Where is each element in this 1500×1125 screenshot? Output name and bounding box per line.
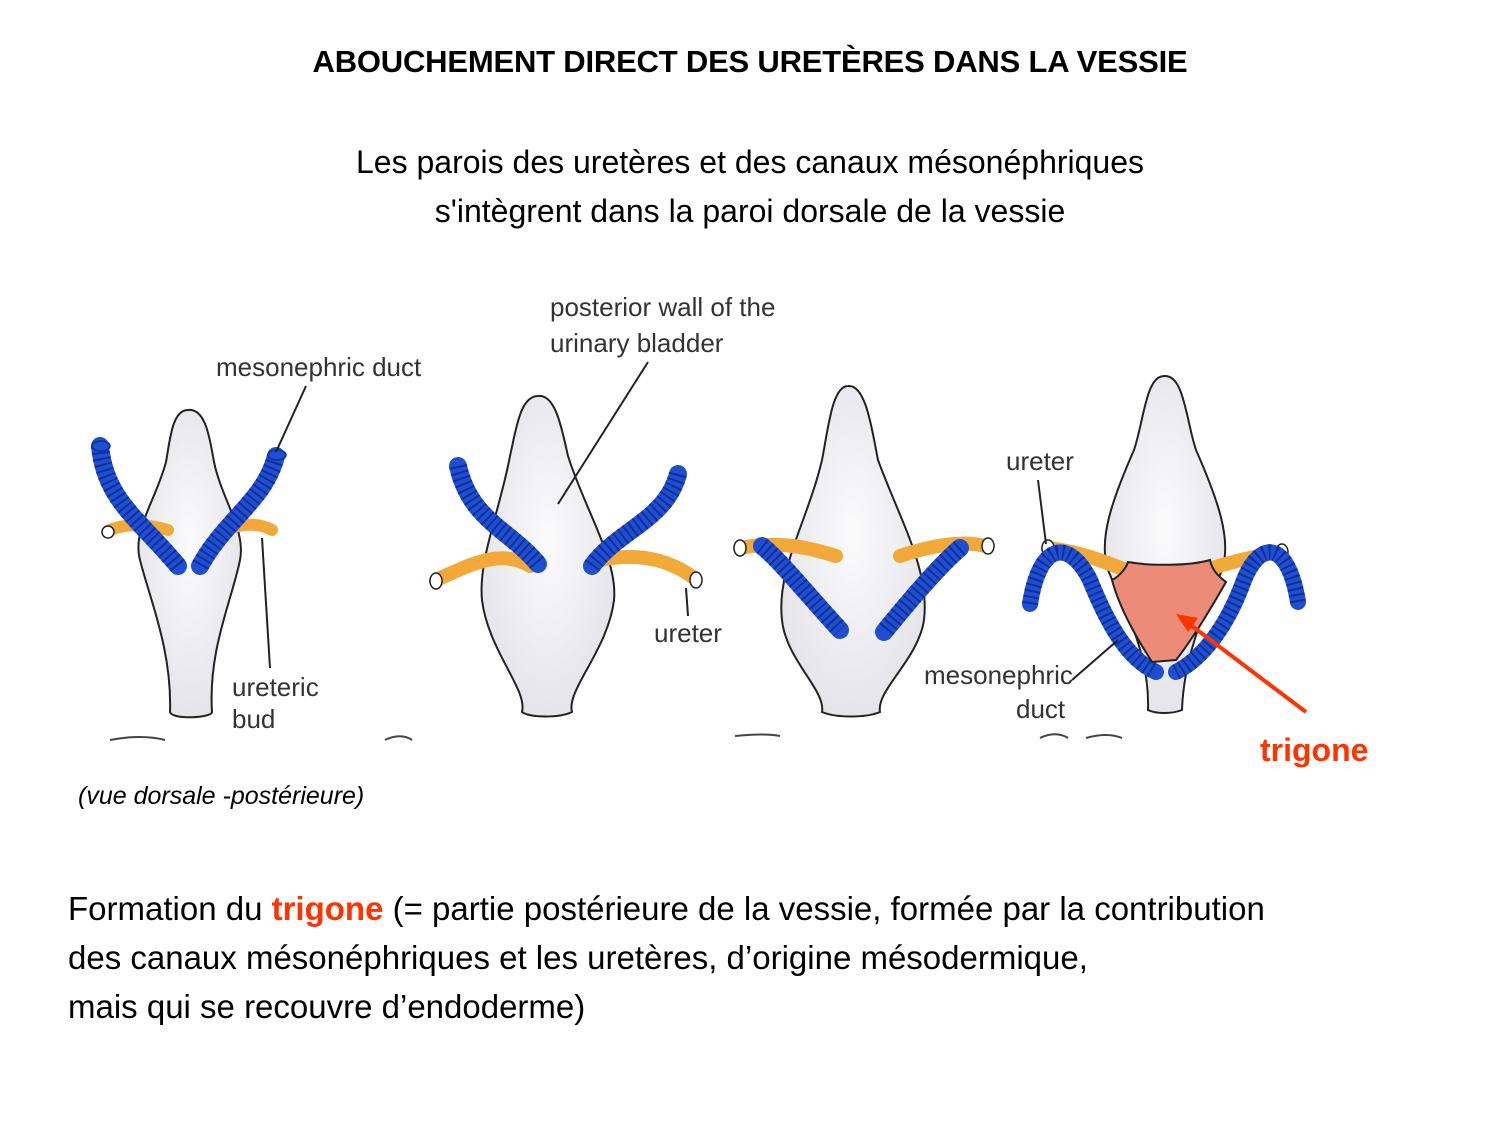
leader-ureteric-bud [262, 538, 270, 668]
label-ureteric: ureteric [232, 672, 319, 702]
footer-line-1 [68, 884, 1265, 933]
stage-4-baseline [1086, 735, 1122, 738]
label-ureter-stage-4: ureter [1006, 446, 1074, 476]
stage-1 [92, 352, 422, 740]
ureteric-bud-left-tip [102, 526, 114, 538]
stage-3-baseline [735, 735, 780, 737]
leader-ureter-stage-2 [686, 588, 688, 616]
footer-line-1-before: Formation du [68, 890, 272, 927]
footer-text [68, 884, 1265, 1031]
stage-1-baseline [110, 737, 165, 740]
ureter-stage-3-left-tip [734, 540, 746, 556]
label-posterior-wall-2: urinary bladder [550, 328, 724, 358]
leader-ureter-stage-4 [1038, 480, 1046, 544]
mesonephric-duct-left-end [92, 441, 110, 451]
footer-line-2: des canaux mésonéphriques et les uretères, d’origine mésodermique, [68, 939, 1088, 976]
stage-4 [924, 376, 1368, 768]
footer-trigone-highlight: trigone [271, 890, 384, 927]
bladder-stage-4 [1105, 376, 1226, 713]
label-mesonephric-bottom: mesonephric [924, 660, 1073, 690]
leader-mesonephric-duct [276, 386, 306, 452]
label-ureter-stage-2: ureter [654, 618, 722, 648]
footer-line-1-after: (= partie postérieure de la vessie, formée par la contribution [383, 890, 1265, 927]
leader-posterior-wall [558, 362, 648, 504]
footer-line-3: mais qui se recouvre d’endoderme) [68, 988, 586, 1025]
leader-mesonephric-bottom [1072, 640, 1118, 680]
subtitle-line-1: Les parois des uretères et des canaux mésonéphriques [355, 144, 1145, 180]
ureter-stage-2-right-tip [690, 572, 702, 588]
stage-1-baseline-right [385, 736, 412, 740]
view-caption: (vue dorsale -postérieure) [78, 782, 365, 810]
bladder-stage-1 [138, 410, 241, 717]
stage-3-baseline-right [1040, 734, 1068, 738]
ureter-stage-3-right-tip [982, 538, 994, 554]
ureter-stage-2-left-tip [430, 573, 442, 589]
trigone-arrow-shaft [1192, 626, 1306, 712]
label-trigone: trigone [1260, 732, 1369, 768]
stage-2 [430, 292, 775, 717]
page-title: ABOUCHEMENT DIRECT DES URETÈRES DANS LA VESSIE [312, 44, 1188, 79]
subtitle-line-2: s'intègrent dans la paroi dorsale de la vessie [434, 193, 1066, 229]
label-bud: bud [232, 704, 276, 734]
label-duct-bottom: duct [1016, 694, 1066, 724]
label-posterior-wall-1: posterior wall of the [550, 292, 776, 322]
ureter-stage-2-right [600, 557, 694, 578]
label-mesonephric-duct-top: mesonephric duct [216, 352, 422, 382]
